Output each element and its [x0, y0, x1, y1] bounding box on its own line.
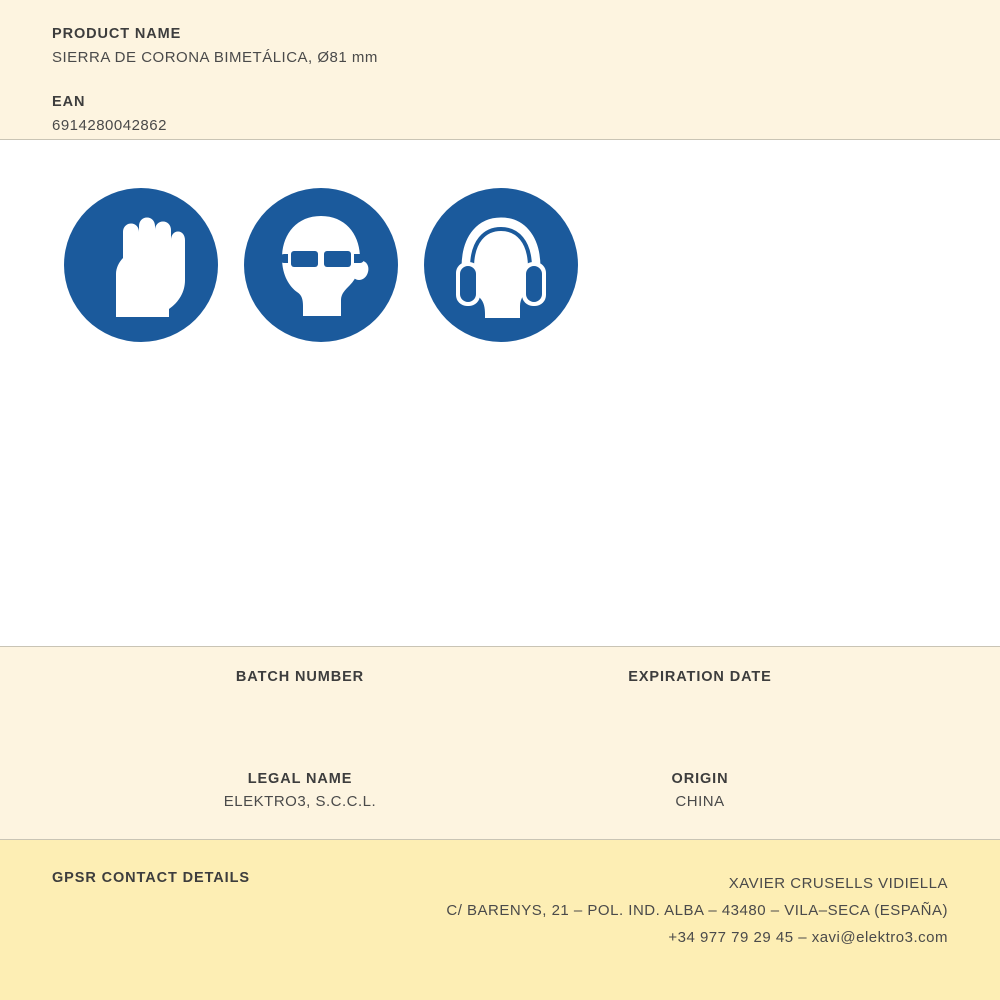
product-name-label: PRODUCT NAME — [52, 26, 182, 42]
eye-protection-icon — [244, 188, 398, 342]
contact-phone-email: +34 977 79 29 45 – xavi@elektro3.com — [668, 929, 948, 946]
product-name-value: SIERRA DE CORONA BIMETÁLICA, Ø81 mm — [52, 49, 378, 66]
batch-number-label: BATCH NUMBER — [235, 669, 365, 685]
batch-number-cell — [100, 669, 500, 709]
ean-value: 6914280042862 — [52, 117, 167, 134]
ear-protection-icon — [424, 188, 578, 342]
expiration-date-label: EXPIRATION DATE — [628, 669, 772, 685]
footer-section — [0, 840, 1000, 1000]
header-section — [0, 0, 1000, 140]
pictogram-section — [0, 140, 1000, 647]
info-section — [0, 647, 1000, 840]
contact-name: XAVIER CRUSELLS VIDIELLA — [728, 875, 948, 892]
pictogram-row — [64, 188, 1000, 342]
legal-name-label: LEGAL NAME — [247, 771, 353, 787]
ean-group — [52, 94, 1000, 134]
legal-name-value: ELEKTRO3, S.C.C.L. — [223, 793, 377, 810]
ean-label: EAN — [52, 94, 86, 110]
protective-gloves-icon — [64, 188, 218, 342]
expiration-date-cell — [500, 669, 900, 709]
info-row-legal-origin — [0, 771, 1000, 811]
origin-cell — [500, 771, 900, 811]
gpsr-contact-details — [446, 870, 948, 951]
contact-address: C/ BARENYS, 21 – POL. IND. ALBA – 43480 – VILA–SECA (ESPAÑA) — [446, 902, 948, 919]
origin-label: ORIGIN — [671, 771, 729, 787]
origin-value: CHINA — [675, 793, 725, 810]
expiration-date-value — [500, 691, 900, 709]
gpsr-contact-label: GPSR CONTACT DETAILS — [52, 870, 250, 886]
product-name-group — [52, 26, 1000, 66]
batch-number-value — [100, 691, 500, 709]
info-row-batch-expiration — [0, 669, 1000, 709]
legal-name-cell — [100, 771, 500, 811]
